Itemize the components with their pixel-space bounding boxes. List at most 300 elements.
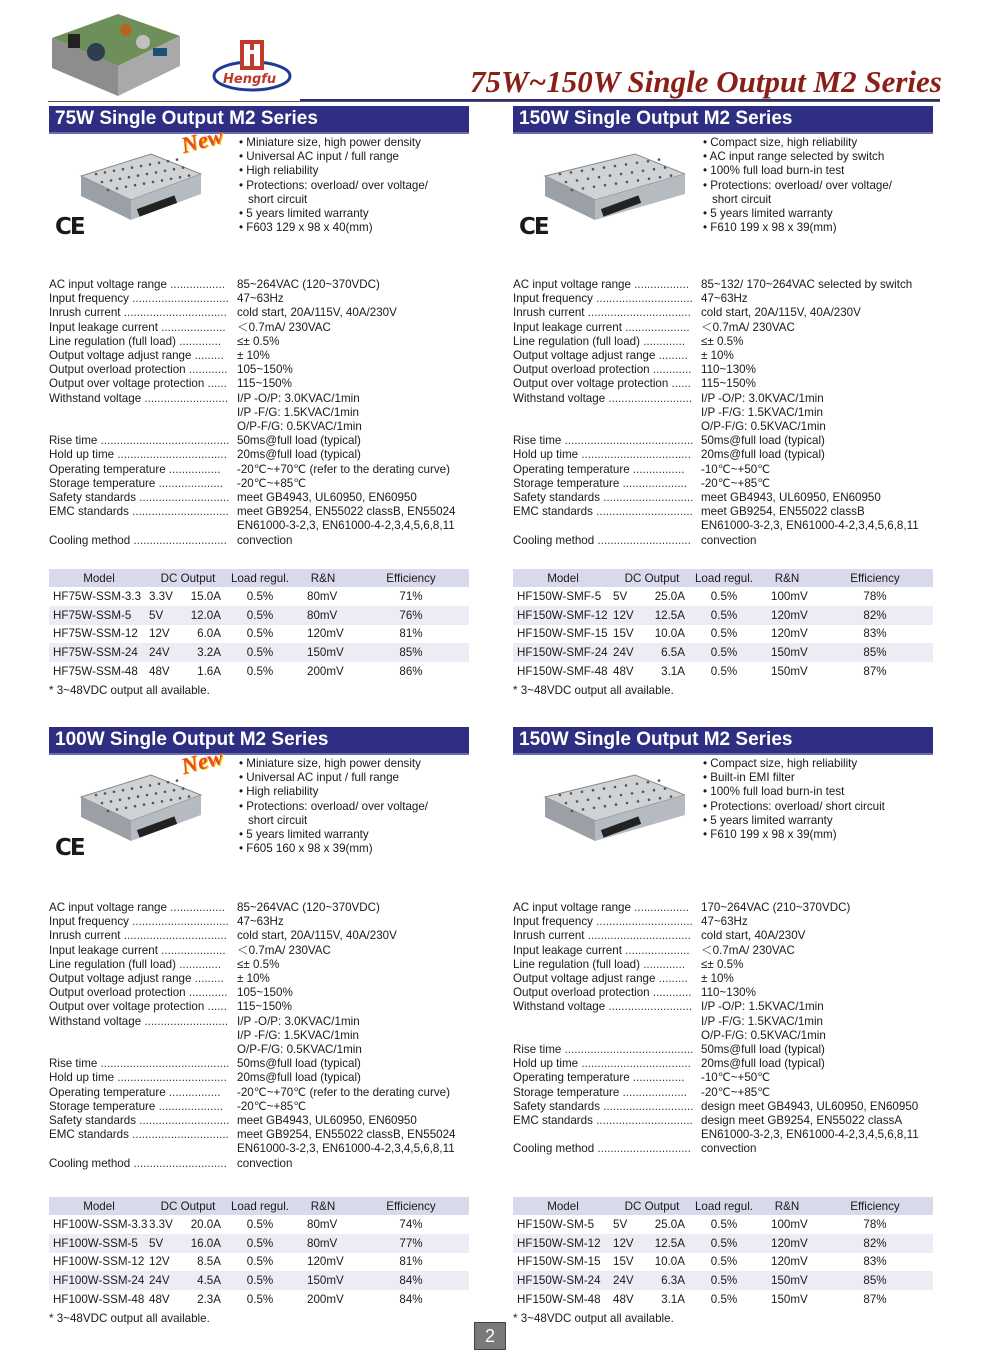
table-row [49, 625, 469, 644]
spec-row [513, 534, 919, 548]
new-badge: New [178, 122, 226, 159]
spec-label-text: Rise time [513, 1043, 562, 1057]
table-cell: 3.1A [639, 1290, 691, 1309]
spec-row [49, 1142, 455, 1156]
table-cell: 12.0A [175, 606, 227, 625]
table-cell: 5V [613, 1215, 639, 1234]
spec-row [49, 1100, 455, 1114]
spec-row [513, 901, 919, 915]
spec-row [49, 944, 455, 958]
section-150w-smf [513, 106, 933, 706]
spec-value: ＜0.7mA/ 230VAC [701, 320, 795, 334]
spec-value: EN61000-3-2,3, EN61000-4-2,3,4,5,6,8,11 [701, 519, 919, 533]
spec-dots: .......................... [141, 391, 229, 405]
spec-dots: ................. [630, 278, 689, 291]
table-row [513, 662, 933, 681]
table-cell: 78% [817, 587, 933, 606]
spec-dots: ............ [649, 986, 692, 1000]
feature-item: • Miniature size, high power density [239, 757, 421, 770]
spec-row [49, 534, 455, 548]
spec-label-text: Rise time [49, 1057, 98, 1071]
spec-label-text: Input leakage current [49, 943, 158, 957]
feature-item: • Protections: overload/ short circuit [703, 799, 885, 813]
table-cell: 0.5% [691, 625, 757, 644]
spec-value: 50ms@full load (typical) [237, 434, 361, 448]
spec-row [513, 1114, 919, 1128]
spec-row [513, 1142, 919, 1156]
feature-item: short circuit [248, 813, 308, 827]
table-cell: 100mV [757, 587, 817, 606]
section-title: 75W Single Output M2 Series [49, 106, 469, 134]
spec-value: 20ms@full load (typical) [237, 448, 361, 462]
spec-label [49, 915, 237, 929]
table-row [49, 1234, 469, 1253]
spec-value: 115~150% [237, 1000, 292, 1014]
table-header-row [49, 569, 469, 587]
spec-value: 20ms@full load (typical) [237, 1071, 361, 1085]
table-cell: 82% [817, 606, 933, 625]
spec-label-text: Safety standards [513, 491, 601, 505]
spec-row [49, 392, 455, 406]
spec-dots: .................................. [578, 1057, 691, 1071]
hengfu-logo [212, 36, 292, 96]
spec-label-text: Output voltage adjust range [49, 972, 192, 986]
table-cell: 24V [149, 1271, 175, 1290]
feature-item: • F610 199 x 98 x 39(mm) [703, 221, 837, 235]
spec-label [49, 958, 237, 972]
feature-list [703, 757, 885, 842]
table-row [513, 643, 933, 662]
spec-value: ± 10% [701, 349, 734, 363]
table-cell: 120mV [757, 625, 817, 644]
spec-label [513, 335, 701, 349]
power-supply-image [535, 769, 685, 849]
spec-row [49, 306, 455, 320]
spec-value: -20℃~+85℃ [701, 1085, 771, 1099]
table-cell: HF100W-SSM-5 [49, 1234, 149, 1253]
spec-label [513, 349, 701, 363]
table-header: DC Output [149, 1197, 227, 1215]
table-cell: 5V [149, 606, 175, 625]
spec-dots: ......... [655, 972, 688, 986]
spec-label-text: Hold up time [49, 448, 115, 462]
spec-dots: ...... [204, 1000, 227, 1014]
table-cell: HF150W-SMF-48 [513, 662, 613, 681]
section-150w-sm [513, 727, 933, 1327]
spec-label-text: Line regulation (full load) [49, 957, 176, 971]
spec-value: -20℃~+70℃ (refer to the derating curve) [237, 1085, 450, 1099]
spec-label [513, 420, 701, 434]
spec-label-text: Operating temperature [513, 462, 630, 476]
spec-dots: .......................... [605, 391, 693, 405]
table-cell: 0.5% [227, 606, 293, 625]
spec-label [513, 1100, 701, 1114]
spec-row [49, 321, 455, 335]
table-cell: 150mV [757, 1271, 817, 1290]
table-header: Model [513, 569, 613, 587]
spec-label [49, 349, 237, 363]
table-cell: 3.3V [149, 1215, 175, 1234]
spec-value: meet GB4943, UL60950, EN60950 [237, 491, 417, 505]
table-cell: HF150W-SM-15 [513, 1253, 613, 1272]
spec-row [513, 420, 919, 434]
table-cell: 82% [817, 1234, 933, 1253]
spec-dots: ............. [175, 334, 222, 348]
feature-item: • Protections: overload/ over voltage/ [703, 178, 893, 192]
spec-label [49, 477, 237, 491]
table-cell: 15.0A [175, 587, 227, 606]
spec-label-text: Storage temperature [49, 1099, 156, 1113]
spec-row [49, 901, 455, 915]
spec-label [49, 306, 237, 320]
spec-row [49, 292, 455, 306]
footnote: * 3~48VDC output all available. [49, 1312, 210, 1325]
spec-label [49, 491, 237, 505]
spec-dots: ................................ [584, 306, 691, 320]
spec-value: 105~150% [237, 986, 293, 1000]
feature-item: • Protections: overload/ over voltage/ [239, 799, 429, 813]
feature-item: • Built-in EMI filter [703, 771, 795, 785]
spec-label [49, 1015, 237, 1029]
spec-dots: ............................ [600, 491, 694, 505]
spec-row [513, 1100, 919, 1114]
spec-label [513, 363, 701, 377]
table-cell: HF75W-SSM-24 [49, 643, 149, 662]
spec-dots: ............. [639, 957, 686, 971]
spec-row [49, 1071, 455, 1085]
spec-label [49, 363, 237, 377]
table-cell: 0.5% [227, 662, 293, 681]
spec-label-text: Output over voltage protection [49, 1000, 205, 1014]
table-row [49, 606, 469, 625]
ce-mark-icon: CE [55, 835, 84, 861]
spec-value: 110~130% [701, 986, 756, 1000]
spec-value: convection [237, 533, 293, 547]
spec-dots: ......... [191, 349, 224, 363]
feature-item: • Universal AC input / full range [239, 771, 400, 785]
table-cell: 0.5% [691, 1253, 757, 1272]
spec-value: meet GB4943, UL60950, EN60950 [237, 1114, 417, 1128]
spec-dots: .............................. [128, 505, 229, 519]
spec-label [513, 1043, 701, 1057]
spec-row [513, 958, 919, 972]
spec-value: ≤± 0.5% [237, 334, 280, 348]
page-title: 75W~150W Single Output M2 Series [470, 64, 942, 99]
spec-label [513, 477, 701, 491]
table-cell: 150mV [293, 1271, 353, 1290]
spec-label-text: Hold up time [49, 1071, 115, 1085]
spec-row [49, 1029, 455, 1043]
spec-label-text: Output over voltage protection [513, 377, 669, 391]
ce-mark-icon: CE [55, 214, 84, 240]
spec-row [513, 1071, 919, 1085]
spec-dots: ............. [175, 957, 222, 971]
table-cell: 84% [353, 1271, 469, 1290]
spec-dots: ................................ [584, 929, 691, 943]
table-cell: 0.5% [691, 662, 757, 681]
spec-label [49, 1057, 237, 1071]
spec-label [49, 335, 237, 349]
spec-list [513, 278, 919, 548]
spec-dots: .................... [155, 476, 223, 490]
table-cell: 150mV [293, 643, 353, 662]
spec-label-text: Input leakage current [513, 943, 622, 957]
header-rule-thin [48, 101, 940, 102]
table-cell: 5V [613, 587, 639, 606]
spec-label [513, 1000, 701, 1014]
section-title: 150W Single Output M2 Series [513, 106, 933, 134]
spec-value: meet GB9254, EN55022 classB, EN55024 [237, 1128, 456, 1142]
spec-row [49, 278, 455, 292]
spec-value: 50ms@full load (typical) [701, 434, 825, 448]
spec-label [513, 1071, 701, 1085]
section-75w [49, 106, 469, 706]
table-header: DC Output [613, 569, 691, 587]
spec-label [49, 1157, 237, 1171]
table-cell: 0.5% [227, 1215, 293, 1234]
spec-row [49, 1000, 455, 1014]
table-row [49, 1253, 469, 1272]
table-cell: 8.5A [175, 1253, 227, 1272]
spec-label [513, 406, 701, 420]
table-row [49, 1290, 469, 1309]
spec-value: O/P-F/G: 0.5KVAC/1min [701, 1028, 826, 1042]
spec-row [513, 406, 919, 420]
spec-row [49, 972, 455, 986]
spec-label-text: Operating temperature [513, 1071, 630, 1085]
spec-value: 115~150% [237, 377, 292, 391]
spec-row [49, 1057, 455, 1071]
spec-row [49, 420, 455, 434]
table-cell: HF150W-SM-5 [513, 1215, 613, 1234]
table-header: R&N [757, 569, 817, 587]
table-cell: HF75W-SSM-48 [49, 662, 149, 681]
spec-label [49, 944, 237, 958]
feature-item: • Universal AC input / full range [239, 150, 400, 164]
spec-value: I/P -O/P: 1.5KVAC/1min [701, 1000, 824, 1014]
table-cell: 3.2A [175, 643, 227, 662]
table-cell: 84% [353, 1290, 469, 1309]
spec-dots: ......... [191, 972, 224, 986]
table-cell: 83% [817, 625, 933, 644]
table-cell: 200mV [293, 662, 353, 681]
spec-dots: .................... [621, 943, 690, 957]
spec-dots: .................... [619, 1085, 687, 1099]
table-cell: 80mV [293, 587, 353, 606]
table-cell: 24V [613, 643, 639, 662]
spec-label-text: Cooling method [49, 533, 131, 547]
spec-value: -10℃~+50℃ [701, 462, 771, 476]
spec-label-text: Hold up time [513, 448, 579, 462]
table-cell: 0.5% [227, 1271, 293, 1290]
footnote: * 3~48VDC output all available. [513, 1312, 674, 1325]
spec-value: 47~63Hz [237, 292, 284, 306]
spec-label [513, 278, 701, 292]
table-row [513, 1253, 933, 1272]
spec-row [49, 958, 455, 972]
spec-label-text: Withstand voltage [513, 391, 606, 405]
spec-label [49, 1086, 237, 1100]
spec-dots: ................. [630, 901, 689, 914]
feature-item: • 5 years limited warranty [703, 207, 833, 221]
spec-label-text: AC input voltage range [513, 278, 631, 291]
spec-dots: .................................. [578, 448, 691, 462]
spec-dots: .................................. [114, 1071, 227, 1085]
table-cell: HF150W-SMF-12 [513, 606, 613, 625]
table-cell: 6.5A [639, 643, 691, 662]
spec-value: ≤± 0.5% [701, 334, 744, 348]
spec-list [513, 901, 919, 1157]
table-cell: HF100W-SSM-3.3 [49, 1215, 149, 1234]
table-header: DC Output [149, 569, 227, 587]
spec-value: design meet GB4943, UL60950, EN60950 [701, 1099, 919, 1113]
table-cell: 0.5% [691, 587, 757, 606]
table-header: Load regul. [227, 1197, 293, 1215]
spec-row [513, 363, 919, 377]
spec-label [513, 958, 701, 972]
spec-label [49, 292, 237, 306]
spec-label [513, 392, 701, 406]
spec-label-text: Withstand voltage [513, 1000, 606, 1014]
new-badge: New [178, 743, 226, 780]
spec-value: ≤± 0.5% [701, 957, 744, 971]
spec-label [49, 420, 237, 434]
spec-value: 20ms@full load (typical) [701, 448, 825, 462]
table-cell: 12.5A [639, 606, 691, 625]
spec-dots: .............................. [128, 292, 229, 306]
table-cell: 24V [613, 1271, 639, 1290]
spec-row [513, 463, 919, 477]
spec-value: ± 10% [237, 972, 270, 986]
spec-dots: .............................. [592, 915, 693, 929]
spec-label-text: Safety standards [49, 1114, 137, 1128]
spec-row [513, 349, 919, 363]
table-cell: 10.0A [639, 1253, 691, 1272]
power-supply-image [71, 148, 221, 228]
spec-row [513, 335, 919, 349]
spec-label-text: Storage temperature [513, 476, 620, 490]
feature-item: • 5 years limited warranty [239, 207, 369, 221]
spec-label-text: Line regulation (full load) [513, 334, 640, 348]
spec-label [513, 986, 701, 1000]
spec-label [513, 491, 701, 505]
table-cell: HF75W-SSM-5 [49, 606, 149, 625]
model-table [49, 1197, 469, 1309]
feature-item: • AC input range selected by switch [703, 150, 885, 164]
page-number: 2 [474, 1322, 506, 1350]
spec-label [49, 278, 237, 292]
spec-label-text: Storage temperature [49, 476, 156, 490]
spec-dots: .................................. [114, 448, 227, 462]
spec-dots: ............. [639, 334, 686, 348]
spec-label-text: Line regulation (full load) [49, 334, 176, 348]
spec-row [513, 491, 919, 505]
spec-row [49, 1015, 455, 1029]
table-header: Efficiency [817, 1197, 933, 1215]
spec-dots: .............................. [592, 505, 693, 519]
spec-label [513, 1114, 701, 1128]
feature-item: • High reliability [239, 164, 319, 178]
spec-dots: .............................. [592, 292, 693, 306]
table-cell: 5V [149, 1234, 175, 1253]
table-row [513, 1215, 933, 1234]
table-cell: 0.5% [691, 606, 757, 625]
spec-row [49, 1086, 455, 1100]
spec-row [49, 434, 455, 448]
spec-value: EN61000-3-2,3, EN61000-4-2,3,4,5,6,8,11 [701, 1128, 919, 1142]
spec-list [49, 278, 455, 548]
spec-label [49, 519, 237, 533]
spec-dots: ................. [166, 278, 225, 291]
spec-value: 50ms@full load (typical) [237, 1057, 361, 1071]
spec-row [513, 972, 919, 986]
spec-dots: .......................... [141, 1014, 229, 1028]
table-header: R&N [293, 1197, 353, 1215]
feature-item: • F605 160 x 98 x 39(mm) [239, 842, 373, 856]
table-cell: 12.5A [639, 1234, 691, 1253]
spec-row [513, 278, 919, 292]
table-cell: HF75W-SSM-12 [49, 625, 149, 644]
spec-row [513, 1029, 919, 1043]
spec-row [49, 406, 455, 420]
spec-label [49, 1114, 237, 1128]
spec-label-text: Output voltage adjust range [513, 972, 656, 986]
table-cell: 120mV [757, 1234, 817, 1253]
spec-dots: .......................... [605, 1000, 693, 1014]
spec-value: -10℃~+50℃ [701, 1071, 771, 1085]
spec-label [49, 448, 237, 462]
footnote: * 3~48VDC output all available. [513, 684, 674, 697]
spec-value: meet GB4943, UL60950, EN60950 [701, 491, 881, 505]
table-cell: 6.3A [639, 1271, 691, 1290]
spec-label [49, 986, 237, 1000]
spec-row [513, 1128, 919, 1142]
feature-item: • 100% full load burn-in test [703, 785, 845, 799]
table-cell: 80mV [293, 606, 353, 625]
spec-dots: ........................................ [561, 1043, 694, 1057]
spec-row [513, 519, 919, 533]
table-row [513, 606, 933, 625]
spec-label [513, 434, 701, 448]
feature-list [239, 136, 428, 235]
spec-dots: .................... [621, 320, 690, 334]
table-cell: HF150W-SMF-5 [513, 587, 613, 606]
spec-label [49, 1043, 237, 1057]
spec-label [49, 1071, 237, 1085]
table-cell: 0.5% [691, 1215, 757, 1234]
spec-row [513, 986, 919, 1000]
spec-dots: ................ [165, 462, 221, 476]
spec-value: -20℃~+85℃ [237, 1099, 307, 1113]
table-cell: 0.5% [227, 587, 293, 606]
spec-label-text: Cooling method [513, 1142, 595, 1156]
table-cell: 81% [353, 1253, 469, 1272]
spec-label [513, 534, 701, 548]
spec-dots: ............................ [136, 491, 230, 505]
spec-row [513, 1043, 919, 1057]
table-header-row [513, 569, 933, 587]
spec-label-text: Withstand voltage [49, 391, 142, 405]
spec-value: -20℃~+85℃ [701, 476, 771, 490]
table-cell: 15V [613, 625, 639, 644]
spec-row [49, 1128, 455, 1142]
spec-label [49, 505, 237, 519]
spec-label [513, 1128, 701, 1142]
spec-value: ± 10% [701, 972, 734, 986]
spec-label-text: Cooling method [513, 533, 595, 547]
spec-value: I/P -O/P: 3.0KVAC/1min [237, 391, 360, 405]
spec-row [513, 392, 919, 406]
